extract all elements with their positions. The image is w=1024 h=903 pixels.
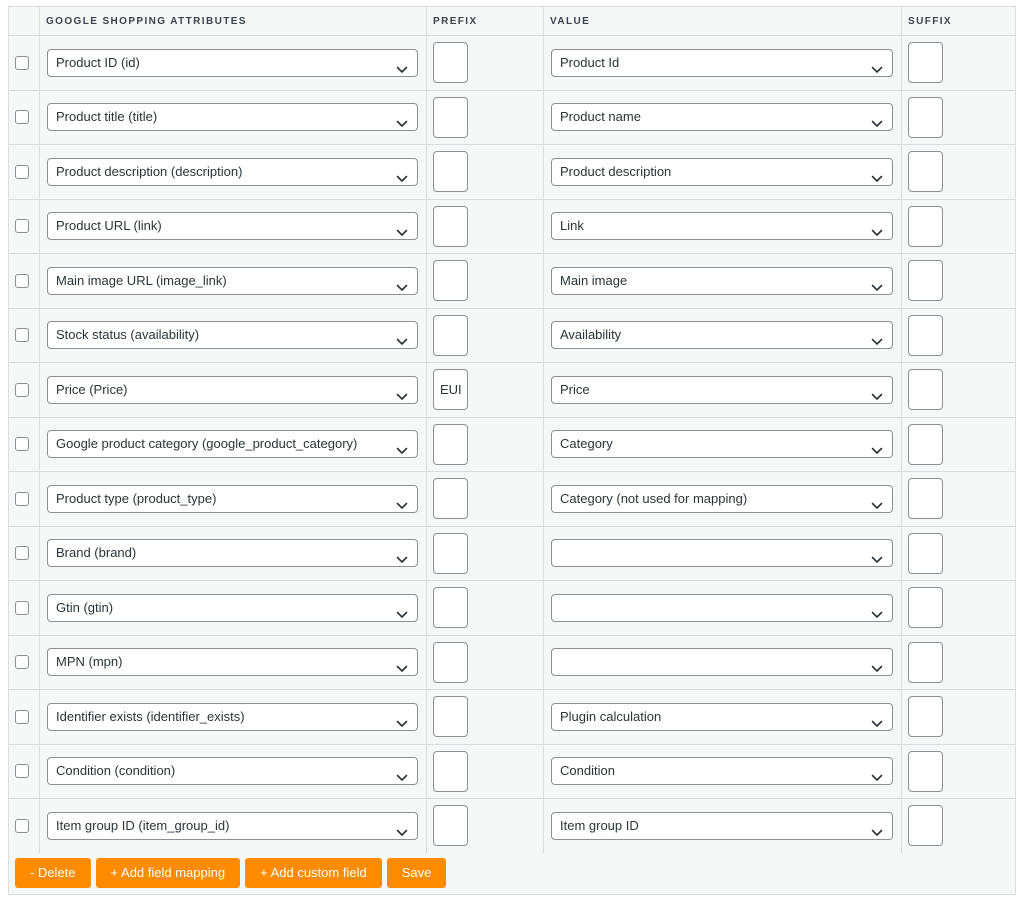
table-row bbox=[9, 90, 1015, 145]
prefix-cell bbox=[427, 745, 544, 799]
chevron-down-icon bbox=[871, 58, 883, 68]
prefix-cell bbox=[427, 527, 544, 581]
row-select-cell bbox=[9, 527, 40, 581]
row-checkbox[interactable] bbox=[15, 383, 29, 397]
row-select-cell bbox=[9, 254, 40, 308]
row-select-cell bbox=[9, 309, 40, 363]
table-row bbox=[9, 417, 1015, 472]
chevron-down-icon bbox=[396, 548, 408, 558]
value-select[interactable] bbox=[551, 267, 893, 295]
prefix-cell bbox=[427, 145, 544, 199]
chevron-down-icon bbox=[871, 112, 883, 122]
table-row bbox=[9, 744, 1015, 799]
chevron-down-icon bbox=[871, 276, 883, 286]
suffix-cell bbox=[902, 636, 1015, 690]
prefix-cell bbox=[427, 690, 544, 744]
row-checkbox[interactable] bbox=[15, 710, 29, 724]
suffix-cell bbox=[902, 145, 1015, 199]
attribute-cell bbox=[40, 472, 427, 526]
suffix-input[interactable] bbox=[908, 42, 943, 83]
prefix-input[interactable] bbox=[433, 696, 468, 737]
chevron-down-icon bbox=[871, 603, 883, 613]
value-select-value: Product Id bbox=[560, 54, 620, 70]
chevron-down-icon bbox=[396, 112, 408, 122]
value-cell bbox=[544, 91, 902, 145]
chevron-down-icon bbox=[871, 821, 883, 831]
prefix-input[interactable] bbox=[433, 151, 468, 192]
prefix-cell bbox=[427, 36, 544, 90]
chevron-down-icon bbox=[396, 821, 408, 831]
attribute-select-value: Product description (description) bbox=[56, 163, 243, 179]
header-prefix-label: PREFIX bbox=[433, 16, 478, 27]
value-select-value: Availability bbox=[560, 327, 622, 343]
table-body bbox=[9, 35, 1015, 853]
add-custom-field-button[interactable]: + Add custom field bbox=[245, 858, 382, 888]
table-row bbox=[9, 471, 1015, 526]
table-row bbox=[9, 199, 1015, 254]
suffix-cell bbox=[902, 36, 1015, 90]
chevron-down-icon bbox=[871, 439, 883, 449]
row-checkbox[interactable] bbox=[15, 655, 29, 669]
header-prefix-column bbox=[427, 7, 544, 35]
row-select-cell bbox=[9, 472, 40, 526]
value-cell bbox=[544, 690, 902, 744]
attribute-select[interactable] bbox=[47, 103, 418, 131]
action-bar bbox=[15, 858, 446, 888]
suffix-input[interactable] bbox=[908, 315, 943, 356]
row-select-cell bbox=[9, 799, 40, 853]
suffix-cell bbox=[902, 581, 1015, 635]
chevron-down-icon bbox=[871, 330, 883, 340]
chevron-down-icon bbox=[396, 221, 408, 231]
value-select[interactable] bbox=[551, 103, 893, 131]
header-attributes-column bbox=[40, 7, 427, 35]
attribute-select[interactable] bbox=[47, 158, 418, 186]
prefix-input[interactable]: EUI bbox=[433, 369, 468, 410]
attribute-cell bbox=[40, 527, 427, 581]
value-select[interactable] bbox=[551, 703, 893, 731]
prefix-input[interactable] bbox=[433, 260, 468, 301]
suffix-input[interactable] bbox=[908, 260, 943, 301]
suffix-input[interactable] bbox=[908, 805, 943, 846]
row-select-cell bbox=[9, 145, 40, 199]
prefix-cell bbox=[427, 472, 544, 526]
suffix-input[interactable] bbox=[908, 478, 943, 519]
row-select-cell bbox=[9, 690, 40, 744]
prefix-input[interactable] bbox=[433, 478, 468, 519]
attribute-select[interactable] bbox=[47, 539, 418, 567]
prefix-cell bbox=[427, 254, 544, 308]
row-checkbox[interactable] bbox=[15, 165, 29, 179]
chevron-down-icon bbox=[396, 276, 408, 286]
prefix-cell bbox=[427, 91, 544, 145]
prefix-input[interactable] bbox=[433, 206, 468, 247]
prefix-cell bbox=[427, 200, 544, 254]
chevron-down-icon bbox=[396, 58, 408, 68]
attribute-select-value: Brand (brand) bbox=[56, 545, 137, 561]
chevron-down-icon bbox=[871, 766, 883, 776]
table-row bbox=[9, 635, 1015, 690]
value-cell bbox=[544, 200, 902, 254]
prefix-input[interactable] bbox=[433, 424, 468, 465]
value-select[interactable] bbox=[551, 376, 893, 404]
suffix-input[interactable] bbox=[908, 642, 943, 683]
chevron-down-icon bbox=[396, 494, 408, 504]
header-value-column bbox=[544, 7, 902, 35]
prefix-cell bbox=[427, 309, 544, 363]
suffix-input[interactable] bbox=[908, 696, 943, 737]
value-cell bbox=[544, 527, 902, 581]
row-select-cell bbox=[9, 36, 40, 90]
header-suffix-column bbox=[902, 7, 1015, 35]
value-select[interactable] bbox=[551, 594, 893, 622]
attribute-select-value: Identifier exists (identifier_exists) bbox=[56, 708, 245, 724]
prefix-input[interactable] bbox=[433, 587, 468, 628]
value-cell bbox=[544, 309, 902, 363]
chevron-down-icon bbox=[871, 548, 883, 558]
chevron-down-icon bbox=[871, 221, 883, 231]
attribute-select[interactable] bbox=[47, 757, 418, 785]
attribute-select-value: Google product category (google_product_category) bbox=[56, 436, 358, 452]
suffix-cell bbox=[902, 418, 1015, 472]
suffix-cell bbox=[902, 690, 1015, 744]
suffix-input[interactable] bbox=[908, 587, 943, 628]
chevron-down-icon bbox=[396, 330, 408, 340]
attribute-select-value: Price (Price) bbox=[56, 381, 128, 397]
attribute-select[interactable] bbox=[47, 812, 418, 840]
chevron-down-icon bbox=[396, 603, 408, 613]
prefix-input[interactable] bbox=[433, 751, 468, 792]
value-cell bbox=[544, 36, 902, 90]
value-cell bbox=[544, 418, 902, 472]
attribute-cell bbox=[40, 363, 427, 417]
attribute-cell bbox=[40, 309, 427, 363]
table-row bbox=[9, 308, 1015, 363]
value-select[interactable] bbox=[551, 158, 893, 186]
attribute-cell bbox=[40, 200, 427, 254]
chevron-down-icon bbox=[396, 167, 408, 177]
attribute-cell bbox=[40, 745, 427, 799]
row-select-cell bbox=[9, 91, 40, 145]
suffix-cell bbox=[902, 745, 1015, 799]
suffix-cell bbox=[902, 472, 1015, 526]
suffix-input[interactable] bbox=[908, 369, 943, 410]
row-checkbox[interactable] bbox=[15, 492, 29, 506]
chevron-down-icon bbox=[871, 494, 883, 504]
attribute-cell bbox=[40, 581, 427, 635]
prefix-cell bbox=[427, 418, 544, 472]
value-cell bbox=[544, 636, 902, 690]
attribute-select[interactable] bbox=[47, 703, 418, 731]
attribute-select[interactable] bbox=[47, 376, 418, 404]
row-select-cell bbox=[9, 200, 40, 254]
attribute-select-value: Product title (title) bbox=[56, 109, 158, 125]
suffix-cell bbox=[902, 309, 1015, 363]
suffix-cell bbox=[902, 799, 1015, 853]
attribute-cell bbox=[40, 145, 427, 199]
add-field-mapping-button[interactable]: + Add field mapping bbox=[96, 858, 241, 888]
table-row bbox=[9, 144, 1015, 199]
value-select[interactable] bbox=[551, 757, 893, 785]
value-select[interactable] bbox=[551, 648, 893, 676]
attribute-select-value: Gtin (gtin) bbox=[56, 599, 114, 615]
prefix-input[interactable] bbox=[433, 97, 468, 138]
table-row bbox=[9, 526, 1015, 581]
value-cell bbox=[544, 581, 902, 635]
table-row bbox=[9, 362, 1015, 417]
value-select-value: Product name bbox=[560, 109, 641, 125]
row-checkbox[interactable] bbox=[15, 437, 29, 451]
row-checkbox[interactable] bbox=[15, 819, 29, 833]
row-checkbox[interactable] bbox=[15, 546, 29, 560]
prefix-cell bbox=[427, 581, 544, 635]
header-select-column bbox=[9, 7, 40, 35]
attribute-cell bbox=[40, 36, 427, 90]
prefix-cell bbox=[427, 363, 544, 417]
attribute-select-value: Product ID (id) bbox=[56, 54, 140, 70]
prefix-input[interactable] bbox=[433, 315, 468, 356]
attribute-cell bbox=[40, 636, 427, 690]
attribute-select-value: Item group ID (item_group_id) bbox=[56, 817, 230, 833]
prefix-cell bbox=[427, 636, 544, 690]
row-select-cell bbox=[9, 418, 40, 472]
value-select[interactable] bbox=[551, 485, 893, 513]
chevron-down-icon bbox=[871, 167, 883, 177]
attribute-select-value: Main image URL (image_link) bbox=[56, 272, 227, 288]
attribute-select-value: Product URL (link) bbox=[56, 218, 162, 234]
value-select[interactable] bbox=[551, 430, 893, 458]
chevron-down-icon bbox=[871, 712, 883, 722]
value-cell bbox=[544, 472, 902, 526]
suffix-input[interactable] bbox=[908, 151, 943, 192]
table-row bbox=[9, 35, 1015, 90]
attribute-select-value: MPN (mpn) bbox=[56, 654, 123, 670]
attribute-cell bbox=[40, 91, 427, 145]
row-checkbox[interactable] bbox=[15, 764, 29, 778]
suffix-cell bbox=[902, 91, 1015, 145]
attribute-select[interactable] bbox=[47, 648, 418, 676]
save-button[interactable]: Save bbox=[387, 858, 447, 888]
header-value-label: VALUE bbox=[550, 16, 591, 27]
attribute-select[interactable] bbox=[47, 267, 418, 295]
attribute-select[interactable] bbox=[47, 212, 418, 240]
table-row bbox=[9, 580, 1015, 635]
suffix-input[interactable] bbox=[908, 206, 943, 247]
value-cell bbox=[544, 145, 902, 199]
prefix-input[interactable] bbox=[433, 642, 468, 683]
table-header bbox=[9, 7, 1015, 35]
row-select-cell bbox=[9, 581, 40, 635]
prefix-cell bbox=[427, 799, 544, 853]
row-checkbox[interactable] bbox=[15, 110, 29, 124]
suffix-cell bbox=[902, 254, 1015, 308]
suffix-input[interactable] bbox=[908, 97, 943, 138]
chevron-down-icon bbox=[396, 712, 408, 722]
value-select-value: Category bbox=[560, 436, 613, 452]
value-select[interactable] bbox=[551, 321, 893, 349]
chevron-down-icon bbox=[396, 439, 408, 449]
row-checkbox[interactable] bbox=[15, 601, 29, 615]
chevron-down-icon bbox=[396, 385, 408, 395]
value-select-value: Plugin calculation bbox=[560, 708, 662, 724]
value-cell bbox=[544, 799, 902, 853]
chevron-down-icon bbox=[871, 657, 883, 667]
suffix-input[interactable] bbox=[908, 533, 943, 574]
prefix-input[interactable] bbox=[433, 42, 468, 83]
value-select[interactable] bbox=[551, 812, 893, 840]
value-select-value: Item group ID bbox=[560, 817, 639, 833]
value-cell bbox=[544, 254, 902, 308]
header-attributes-label: GOOGLE SHOPPING ATTRIBUTES bbox=[46, 16, 247, 27]
row-checkbox[interactable] bbox=[15, 56, 29, 70]
chevron-down-icon bbox=[871, 385, 883, 395]
suffix-input[interactable] bbox=[908, 424, 943, 465]
attribute-cell bbox=[40, 690, 427, 744]
table-row bbox=[9, 253, 1015, 308]
attribute-select[interactable] bbox=[47, 321, 418, 349]
suffix-cell bbox=[902, 527, 1015, 581]
attribute-select[interactable] bbox=[47, 485, 418, 513]
row-select-cell bbox=[9, 745, 40, 799]
row-select-cell bbox=[9, 363, 40, 417]
suffix-input[interactable] bbox=[908, 751, 943, 792]
value-select-value: Main image bbox=[560, 272, 628, 288]
row-checkbox[interactable] bbox=[15, 274, 29, 288]
attribute-select-value: Condition (condition) bbox=[56, 763, 176, 779]
value-select[interactable] bbox=[551, 49, 893, 77]
delete-button[interactable]: - Delete bbox=[15, 858, 91, 888]
value-cell bbox=[544, 745, 902, 799]
row-select-cell bbox=[9, 636, 40, 690]
prefix-input[interactable] bbox=[433, 533, 468, 574]
header-suffix-label: SUFFIX bbox=[908, 16, 952, 27]
value-select-value: Link bbox=[560, 218, 584, 234]
attribute-select[interactable] bbox=[47, 594, 418, 622]
attribute-cell bbox=[40, 254, 427, 308]
value-select-value: Price bbox=[560, 381, 590, 397]
value-select-value: Product description bbox=[560, 163, 672, 179]
attribute-select-value: Stock status (availability) bbox=[56, 327, 200, 343]
value-cell bbox=[544, 363, 902, 417]
table-row bbox=[9, 798, 1015, 853]
value-select-value: Condition bbox=[560, 763, 615, 779]
attribute-select[interactable] bbox=[47, 430, 418, 458]
value-select[interactable] bbox=[551, 539, 893, 567]
field-mapping-table bbox=[8, 6, 1016, 895]
value-select-value: Category (not used for mapping) bbox=[560, 490, 748, 506]
attribute-select-value: Product type (product_type) bbox=[56, 490, 217, 506]
attribute-cell bbox=[40, 418, 427, 472]
chevron-down-icon bbox=[396, 766, 408, 776]
attribute-select[interactable] bbox=[47, 49, 418, 77]
table-row bbox=[9, 689, 1015, 744]
row-checkbox[interactable] bbox=[15, 219, 29, 233]
row-checkbox[interactable] bbox=[15, 328, 29, 342]
prefix-input[interactable] bbox=[433, 805, 468, 846]
suffix-cell bbox=[902, 200, 1015, 254]
chevron-down-icon bbox=[396, 657, 408, 667]
value-select[interactable] bbox=[551, 212, 893, 240]
attribute-cell bbox=[40, 799, 427, 853]
suffix-cell bbox=[902, 363, 1015, 417]
